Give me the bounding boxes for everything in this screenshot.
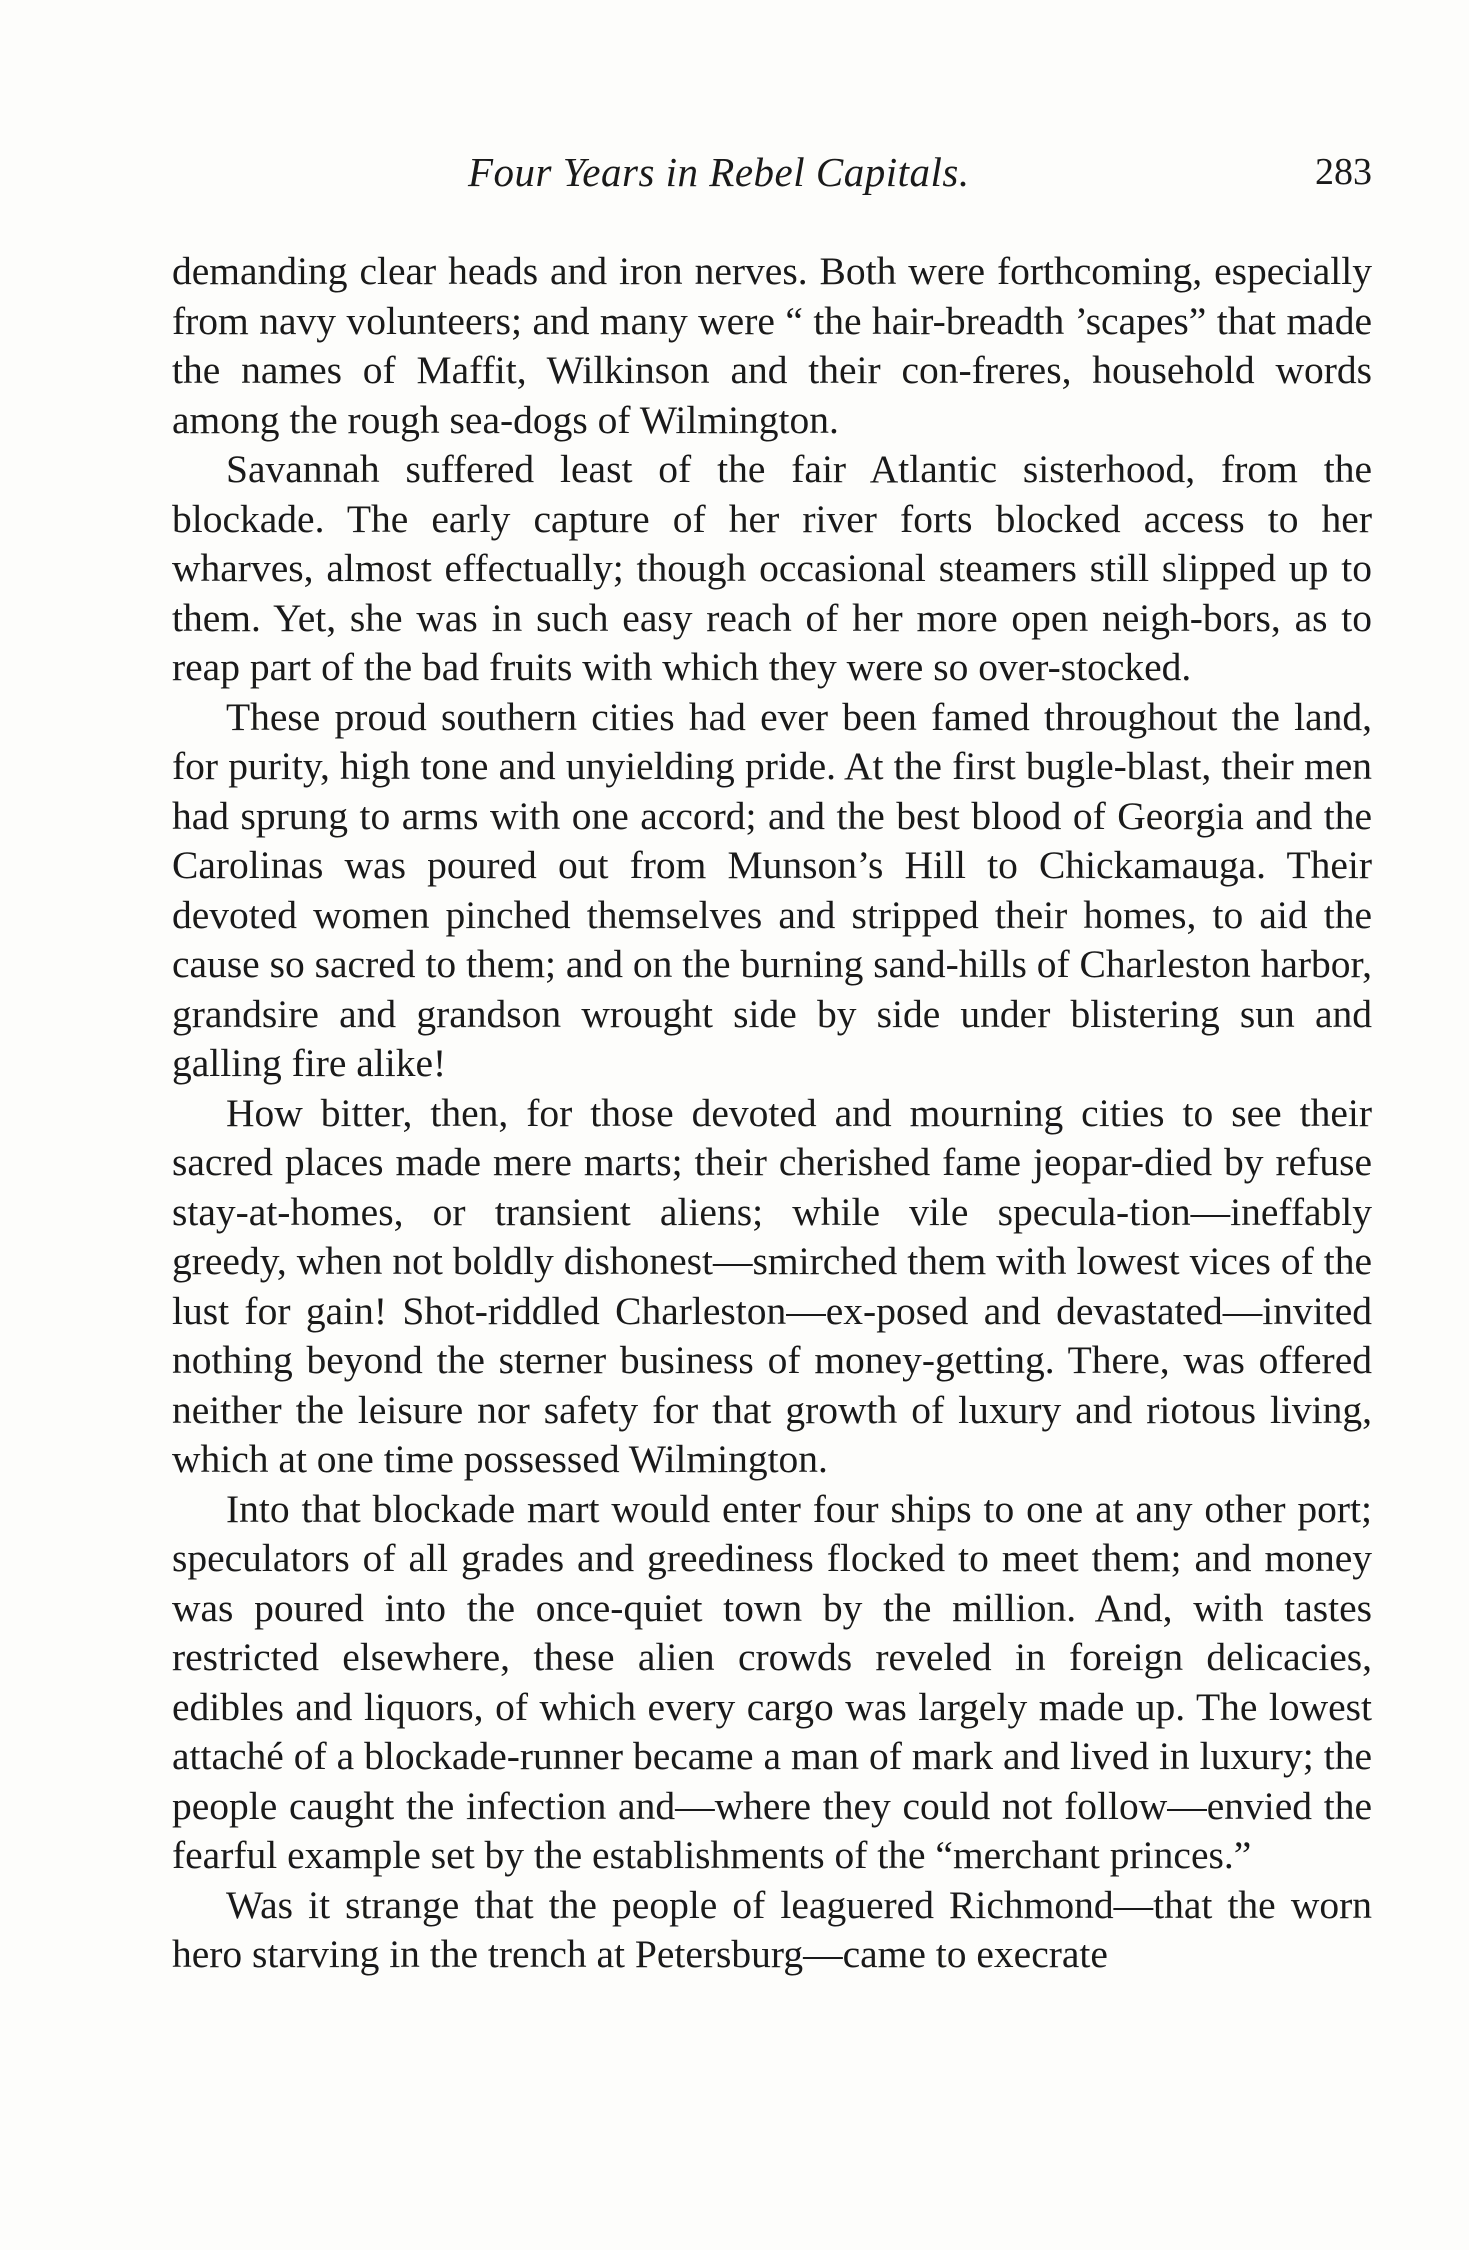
paragraph: Savannah suffered least of the fair Atlantic sisterhood, from the blockade. The early capture of her river forts blocked access to her wharves, almost effectually; though occasional steamers still slipped up to them. Yet, she was in such easy reach of her more open neigh-bors, as to reap part of the bad fruits with which they were so over-stocked. [172,447,1372,689]
paragraph: How bitter, then, for those devoted and mourning cities to see their sacred places made mere marts; their cherished fame jeopar-died by refuse stay-at-homes, or transient aliens; while vile specula-tion—ineffably greedy, when not boldly dishonest—smirched them with lowest vices of the lust for gain! Shot-riddled Charleston—ex-posed and devastated—invited nothing beyond the sterner business of money-getting. There, was offered neither the leisure nor safety for that growth of luxury and riotous living, which at one time possessed Wilmington. [172,1090,1372,1481]
page-number: 283 [1315,151,1372,193]
body-text [172,247,1372,1980]
paragraph: These proud southern cities had ever been famed throughout the land, for purity, high tone and unyielding pride. At the first bugle-blast, their men had sprung to arms with one accord; and the best blood of Georgia and the Carolinas was poured out from Munson’s Hill to Chickamauga. Their devoted women pinched themselves and stripped their homes, to aid the cause so sacred to them; and on the burning sand-hills of Charleston harbor, grandsire and grandson wrought side by side under blistering sun and galling fire alike! [172,694,1372,1085]
running-title: Four Years in Rebel Capitals. [468,149,970,195]
paragraph: Into that blockade mart would enter four ships to one at any other port; speculators of all grades and greediness flocked to meet them; and money was poured into the once-quiet town by the million. And, with tastes restricted elsewhere, these alien crowds reveled in foreign delicacies, edibles and liquors, of which every cargo was largely made up. The lowest attaché of a blockade-runner became a man of mark and lived in luxury; the people caught the infection and—where they could not follow—envied the fearful example set by the establishments of the “merchant princes.” [172,1486,1372,1877]
paragraph: demanding clear heads and iron nerves. Both were forthcoming, especially from navy volunteers; and many were “ the hair-breadth ’scapes” that made the names of Maffit, Wilkinson and their con-freres, household words among the rough sea-dogs of Wilmington. [172,249,1372,442]
running-head [172,148,1372,208]
paragraph: Was it strange that the people of leaguered Richmond—that the worn hero starving in the trench at Petersburg—came to execrate [172,1882,1372,1976]
